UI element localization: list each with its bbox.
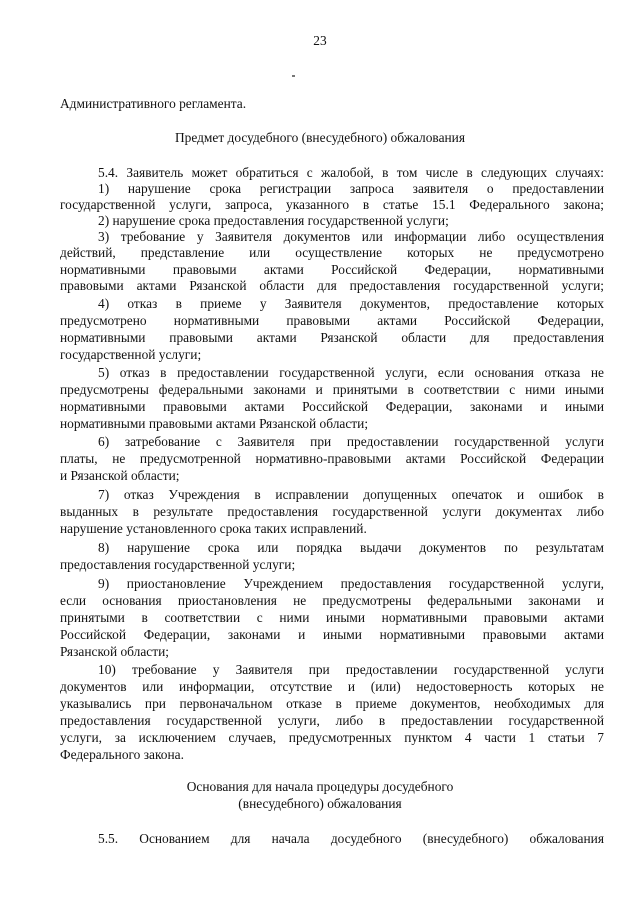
text-line: принятыми в соответствии с ними иными нормативными правовыми актами — [60, 610, 604, 625]
text-line: предоставления государственной услуги, либо в предоставлении государственной — [60, 713, 604, 728]
text-line: нормативными правовыми актами Рязанской области для предоставления — [60, 330, 604, 345]
text-line: предоставления государственной услуги; — [60, 557, 296, 572]
text-line: предусмотрено нормативными правовыми актами Российской Федерации, — [60, 313, 604, 328]
text-line: 10) требование у Заявителя при предоставлении государственной услуги — [98, 662, 604, 677]
text-line: нормативными правовыми актами Рязанской области; — [60, 416, 369, 431]
text-line: 1) нарушение срока регистрации запроса заявителя о предоставлении — [98, 181, 604, 196]
text-line: услуги, за исключением случаев, предусмотренных пунктом 4 части 1 статьи 7 — [60, 730, 604, 745]
text-line: Рязанской области; — [60, 644, 169, 659]
text-line: действий, представление или осуществление которых не предусмотрено — [60, 245, 604, 260]
text-line: платы, не предусмотренной нормативно-правовыми актами Российской Федерации — [60, 451, 604, 466]
section-heading: (внесудебного) обжалования — [238, 796, 402, 811]
text-line: документов или информации, отсутствие и (или) недостоверность которых не — [60, 679, 604, 694]
page-number: 23 — [313, 33, 327, 48]
text-line: 9) приостановление Учреждением предоставления государственной услуги, — [98, 576, 604, 591]
text-line: нормативными правовыми актами Российской Федерации, нормативными — [60, 262, 604, 277]
text-line: Административного регламента. — [60, 96, 247, 111]
text-line: 5.5. Основанием для начала досудебного (внесудебного) обжалования — [98, 831, 604, 846]
text-line: и Рязанской области; — [60, 468, 180, 483]
text-line: 2) нарушение срока предоставления государственной услуги; — [98, 213, 449, 228]
text-line: 6) затребование с Заявителя при предоставлении государственной услуги — [98, 434, 604, 449]
text-line: Российской Федерации, законами и иными нормативными правовыми актами — [60, 627, 604, 642]
text-line: 8) нарушение срока или порядка выдачи документов по результатам — [98, 540, 604, 555]
text-line: 5.4. Заявитель может обратиться с жалобой, в том числе в следующих случаях: — [98, 165, 604, 180]
text-line: 3) требование у Заявителя документов или информации либо осуществления — [98, 229, 604, 244]
text-line: Федерального закона. — [60, 747, 184, 762]
text-line: 5) отказ в предоставлении государственной услуги, если основания отказа не — [98, 365, 604, 380]
text-line: государственной услуги, запроса, указанного в статье 15.1 Федерального закона; — [60, 197, 604, 212]
text-line: нарушение установленного срока таких исправлений. — [60, 521, 367, 536]
text-line: выданных в результате предоставления государственной услуги документах либо — [60, 504, 604, 519]
text-line: нормативными правовыми актами Российской Федерации, законами и иными — [60, 399, 604, 414]
text-line: правовыми актами Рязанской области для предоставления государственной услуги; — [60, 278, 604, 293]
text-line: указывались при первоначальном отказе в приеме документов, необходимых для — [60, 696, 604, 711]
section-heading: Предмет досудебного (внесудебного) обжалования — [174, 130, 466, 145]
text-line: 4) отказ в приеме у Заявителя документов, предоставление которых — [98, 296, 604, 311]
scan-speck — [292, 75, 295, 77]
text-line: если основания приостановления не предусмотрены федеральными законами и — [60, 593, 604, 608]
text-line: государственной услуги; — [60, 347, 202, 362]
text-line: 7) отказ Учреждения в исправлении допущенных опечаток и ошибок в — [98, 487, 604, 502]
section-heading: Основания для начала процедуры досудебного — [186, 779, 454, 794]
text-line: предусмотрены федеральными законами и принятыми в соответствии с ними иными — [60, 382, 604, 397]
